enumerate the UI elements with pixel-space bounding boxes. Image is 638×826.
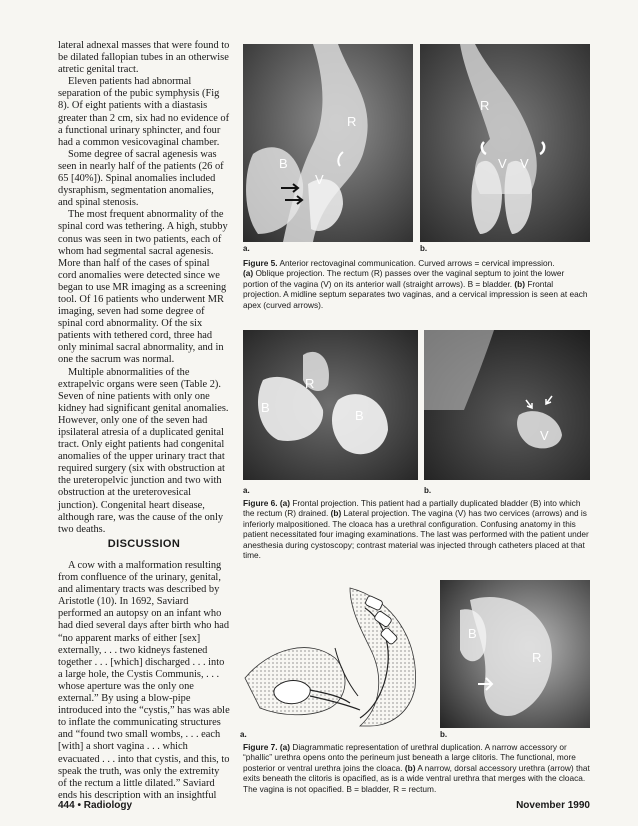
caption-tag: (a)	[279, 498, 291, 508]
xray-label-v: V	[540, 428, 549, 443]
discussion-column	[58, 560, 230, 802]
caption-title: Figure 6.	[243, 498, 278, 508]
panel-label-a: a.	[243, 486, 250, 495]
caption-tag: (a)	[279, 742, 291, 752]
paragraph: Eleven patients had abnormal separation of the pubic symphysis (Fig 8). Of eight patients with a diastasis greater than 2 cm, six had no evidence of a functional urinary sphincter, and four had a common vesicovaginal chamber.	[58, 76, 230, 148]
body-column-left	[58, 40, 230, 536]
caption-tag: (b)	[330, 508, 342, 519]
figure-7a-diagram	[240, 578, 430, 728]
xray-label-v: V	[498, 156, 507, 171]
xray-label-b: B	[279, 156, 288, 171]
caption-text: Frontal projection. A midline septum separates two vaginas, and a cervical impression is seen at each apex (curved arrows).	[243, 278, 588, 310]
panel-label-a: a.	[240, 730, 247, 739]
section-heading: DISCUSSION	[107, 538, 181, 550]
caption-tag: (a)	[243, 268, 254, 279]
figure-5a-xray	[243, 44, 413, 242]
figure-5-caption	[243, 258, 590, 310]
caption-text: Oblique projection. The rectum (R) passes over the vaginal septum to joint the lower portion of the vagina (V) on its anterior wall (straight arrows). B = bladder.	[243, 268, 565, 289]
caption-text: Lateral projection. The vagina (V) has two cervices (arrows) and is inferiorly malpositioned. The cloaca has a urethral configuration. Confusing anatomy in this patient necessitated four imaging examinations. The last was performed with the patient under anesthesia during cystoscopy; contrast material was injected through catheters placed at that time.	[243, 508, 589, 561]
xray-label-b: B	[261, 400, 270, 415]
xray-label-v: V	[315, 172, 324, 187]
footer-date: November 1990	[516, 800, 590, 811]
paragraph: Some degree of sacral agenesis was seen in nearly half of the patients (26 of 65 [40%]). Spinal anomalies included dysraphism, segmentation anomalies, and spinal stenosis.	[58, 148, 224, 209]
caption-tag: (b)	[404, 762, 416, 773]
panel-label-a: a.	[243, 244, 250, 253]
paragraph: The most frequent abnormality of the spinal cord was tethering. A high, stubby conus was seen in two patients, each of whom had segmental sacral agenesis. More than half of the cases of spinal cord anomalies were detected since we began to use MR imaging as a screening tool. Of 16 patients who underwent MR imaging, seven had some degree of spinal cord abnormality. Of the six patients with tethered cord, three had only minimal sacral abnormality, and in one the sacrum was normal.	[58, 209, 228, 366]
figure-7b-xray	[440, 580, 590, 728]
caption-lead: Anterior rectovaginal communication. Curved arrows = cervical impression.	[279, 258, 555, 268]
caption-text: Diagrammatic representation of urethral duplication. A narrow accessory or “phallic” urethra opens onto the perineum just beneath a large clitoris. The functional, more posterior or ventral urethra joins the cloaca.	[243, 742, 576, 773]
paragraph: Multiple abnormalities of the extrapelvic organs were seen (Table 2). Seven of nine patients with only one kidney had significant genital anomalies. However, only one of the seven had ipsilateral atresia of a duplicated genital tract. Only eight patients had congenital anomalies of the upper urinary tract that required surgery (six with obstruction at the ureteropelvic junction and two with obstruction at the ureterovesical junction). Congenital heart disease, although rare, was the cause of the only two deaths.	[58, 366, 229, 535]
xray-label-b: B	[468, 626, 477, 641]
caption-text: A narrow, dorsal accessory urethra (arrow) that exits beneath the clitoris is opacified, as is a wide ventral urethra that merges with the cloaca. The vagina is not opacified. B = bladder, R = rectum.	[243, 762, 590, 794]
figure-6a-xray	[243, 330, 418, 480]
figure-5b-xray	[420, 44, 590, 242]
footer-page-journal: 444 • Radiology	[58, 800, 133, 811]
figure-7-caption	[243, 742, 590, 794]
xray-label-v: V	[520, 156, 529, 171]
xray-label-r: R	[480, 98, 490, 113]
caption-title: Figure 7.	[243, 742, 278, 752]
xray-label-b: B	[355, 408, 364, 423]
caption-title: Figure 5.	[243, 258, 278, 268]
panel-label-b: b.	[424, 486, 432, 495]
caption-tag: (b)	[514, 278, 526, 289]
paragraph: lateral adnexal masses that were found to be dilated fallopian tubes in an otherwise atretic genital tract.	[58, 40, 230, 76]
xray-label-r: R	[305, 376, 315, 391]
caption-text: Frontal projection. This patient had a partially duplicated bladder (B) into which the rectum (R) drained.	[243, 498, 581, 519]
figure-6b-xray	[424, 330, 590, 480]
xray-label-r: R	[532, 650, 542, 665]
xray-label-r: R	[347, 114, 357, 129]
panel-label-b: b.	[420, 244, 428, 253]
panel-label-b: b.	[440, 730, 448, 739]
paragraph: A cow with a malformation resulting from confluence of the urinary, genital, and alimentary tracts was described by Aristotle (10). In 1692, Saviard performed an autopsy on an infant who had died several days after birth who had “no apparent marks of either [sex] externally, . . . two kidneys fastened together . . . [which] discharged . . . into a large hole, the Cystis Communis, . . . whose aperture was the only one external.” By using a blow-pipe introduced into the “cystis,” has was able to inflate the communicating structures and “found two small wombs, . . . each [with] a short vagina . . . which evacuated . . . into that cystis, and this, to speak the truth, was only the extremity of the rectum a little dilated.” Saviard ends his description with an insightful	[58, 560, 230, 801]
figure-6-caption	[243, 498, 590, 560]
